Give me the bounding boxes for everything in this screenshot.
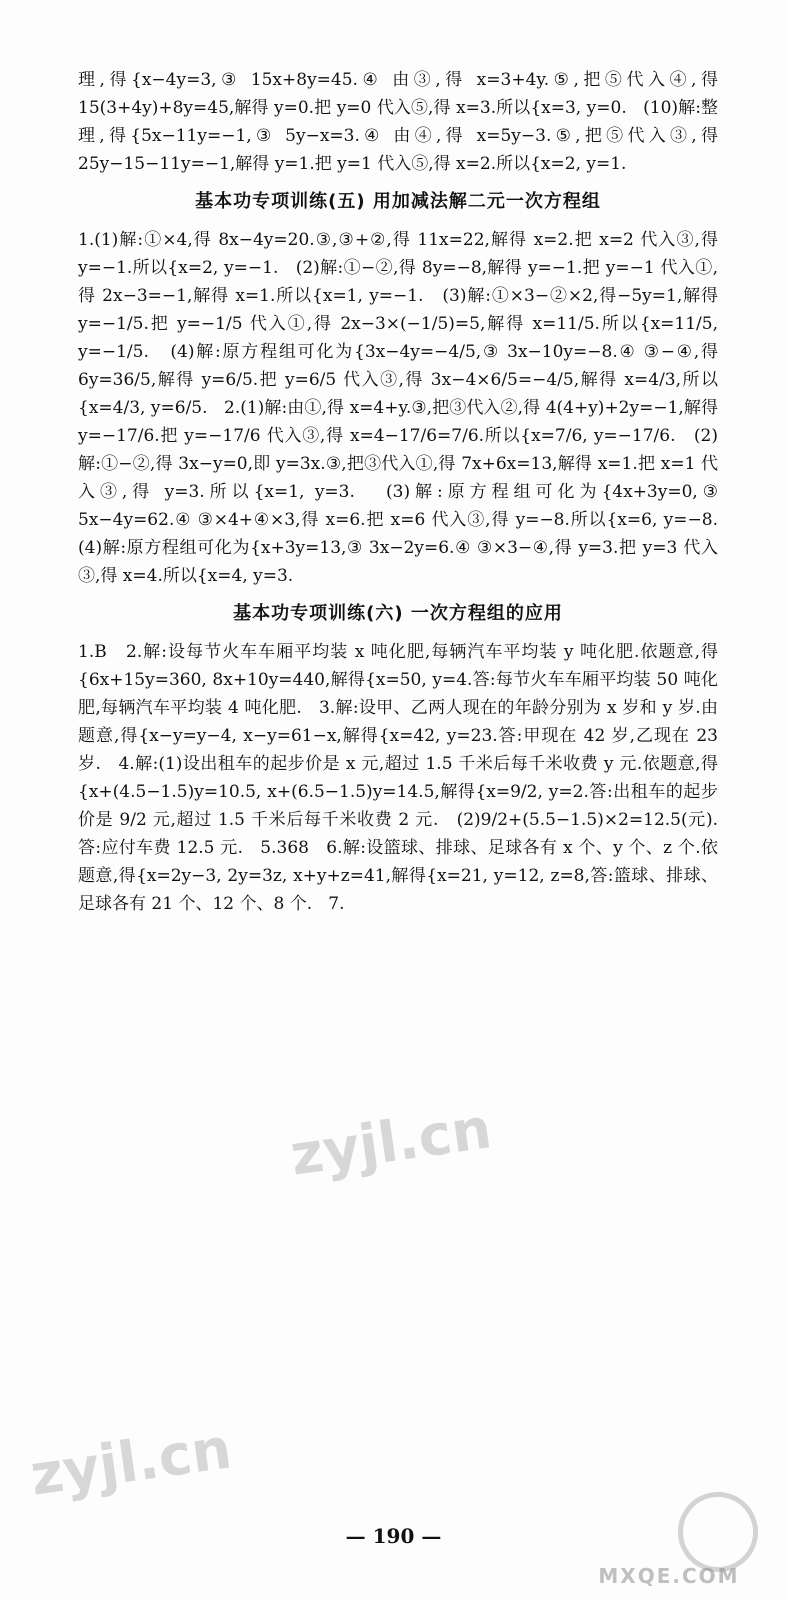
answer-content: [78, 66, 735, 928]
paragraph-continuation: 理,得{x−4y=3,③ 15x+8y=45.④ 由③,得 x=3+4y.⑤,把⑤代入④,得 15(3+4y)+8y=45,解得 y=0.把 y=0 代入⑤,得 x=3.所以{x=3, y=0. (10)解:整理,得{5x−11y=−1,③ 5y−x=3.④ 由④,得 x=5y−3.⑤,把⑤代入③,得 25y−15−11y=−1,解得 y=1.把 y=1 代入⑤,得 x=2.所以{x=2, y=1.: [78, 70, 724, 174]
logo-icon: [678, 1492, 758, 1572]
watermark-zyjl: zyjl.cn: [286, 1096, 496, 1189]
logo-text: MXQE.COM: [598, 1564, 740, 1588]
section-heading-5: 基本功专项训练(五) 用加减法解二元一次方程组: [195, 191, 601, 212]
site-logo: [578, 1492, 760, 1588]
section-heading-6: 基本功专项训练(六) 一次方程组的应用: [233, 603, 563, 624]
watermark-zyjl-bottom: zyjl.cn: [26, 1416, 236, 1509]
page-number: — 190 —: [345, 1524, 442, 1548]
paragraph-section-5: 1.(1)解:①×4,得 8x−4y=20.③,③+②,得 11x=22,解得 x=2.把 x=2 代入③,得 y=−1.所以{x=2, y=−1. (2)解:①−②,得 8y=−8,解得 y=−1.把 y=−1 代入①,得 2x−3=−1,解得 x=1.所以{x=1, y=−1. (3)解:①×3−②×2,得−5y=1,解得 y=−1/5.把 y=−1/5 代入①,得 2x−3×(−1/5)=5,解得 x=11/5.所以{x=11/5, y=−1/5. (4)解:原方程组可化为{3x−4y=−4/5,③ 3x−10y=−8.④ ③−④,得 6y=36/5,解得 y=6/5.把 y=6/5 代入③,得 3x−4×6/5=−4/5,解得 x=4/3,所以{x=4/3, y=6/5. 2.(1)解:由①,得 x=4+y.③,把③代入②,得 4(4+y)+2y=−1,解得 y=−17/6.把 y=−17/6 代入③,得 x=4−17/6=7/6.所以{x=7/6, y=−17/6. (2)解:①−②,得 3x−y=0,即 y=3x.③,把③代入①,得 7x+6x=13,解得 x=1.把 x=1 代入③,得 y=3.所以{x=1, y=3. (3)解:原方程组可化为{4x+3y=0,③ 5x−4y=62.④ ③×4+④×3,得 x=6.把 x=6 代入③,得 y=−8.所以{x=6, y=−8. (4)解:原方程组可化为{x+3y=13,③ 3x−2y=6.④ ③×3−④,得 y=3.把 y=3 代入③,得 x=4.所以{x=4, y=3.: [78, 230, 735, 586]
paragraph-section-6: 1.B 2.解:设每节火车车厢平均装 x 吨化肥,每辆汽车平均装 y 吨化肥.依题意,得{6x+15y=360, 8x+10y=440,解得{x=50, y=4.答:每节火车车厢平均装 50 吨化肥,每辆汽车平均装 4 吨化肥. 3.解:设甲、乙两人现在的年龄分别为 x 岁和 y 岁.由题意,得{x−y=y−4, x−y=61−x,解得{x=42, y=23.答:甲现在 42 岁,乙现在 23 岁. 4.解:(1)设出租车的起步价是 x 元,超过 1.5 千米后每千米收费 y 元.依题意,得{x+(4.5−1.5)y=10.5, x+(6.5−1.5)y=14.5,解得{x=9/2, y=2.答:出租车的起步价是 9/2 元,超过 1.5 千米后每千米收费 2 元. (2)9/2+(5.5−1.5)×2=12.5(元).答:应付车费 12.5 元. 5.368 6.解:设篮球、排球、足球各有 x 个、y 个、z 个.依题意,得{x=2y−3, 2y=3z, x+y+z=41,解得{x=21, y=12, z=8,答:篮球、排球、足球各有 21 个、12 个、8 个. 7.: [78, 642, 724, 914]
